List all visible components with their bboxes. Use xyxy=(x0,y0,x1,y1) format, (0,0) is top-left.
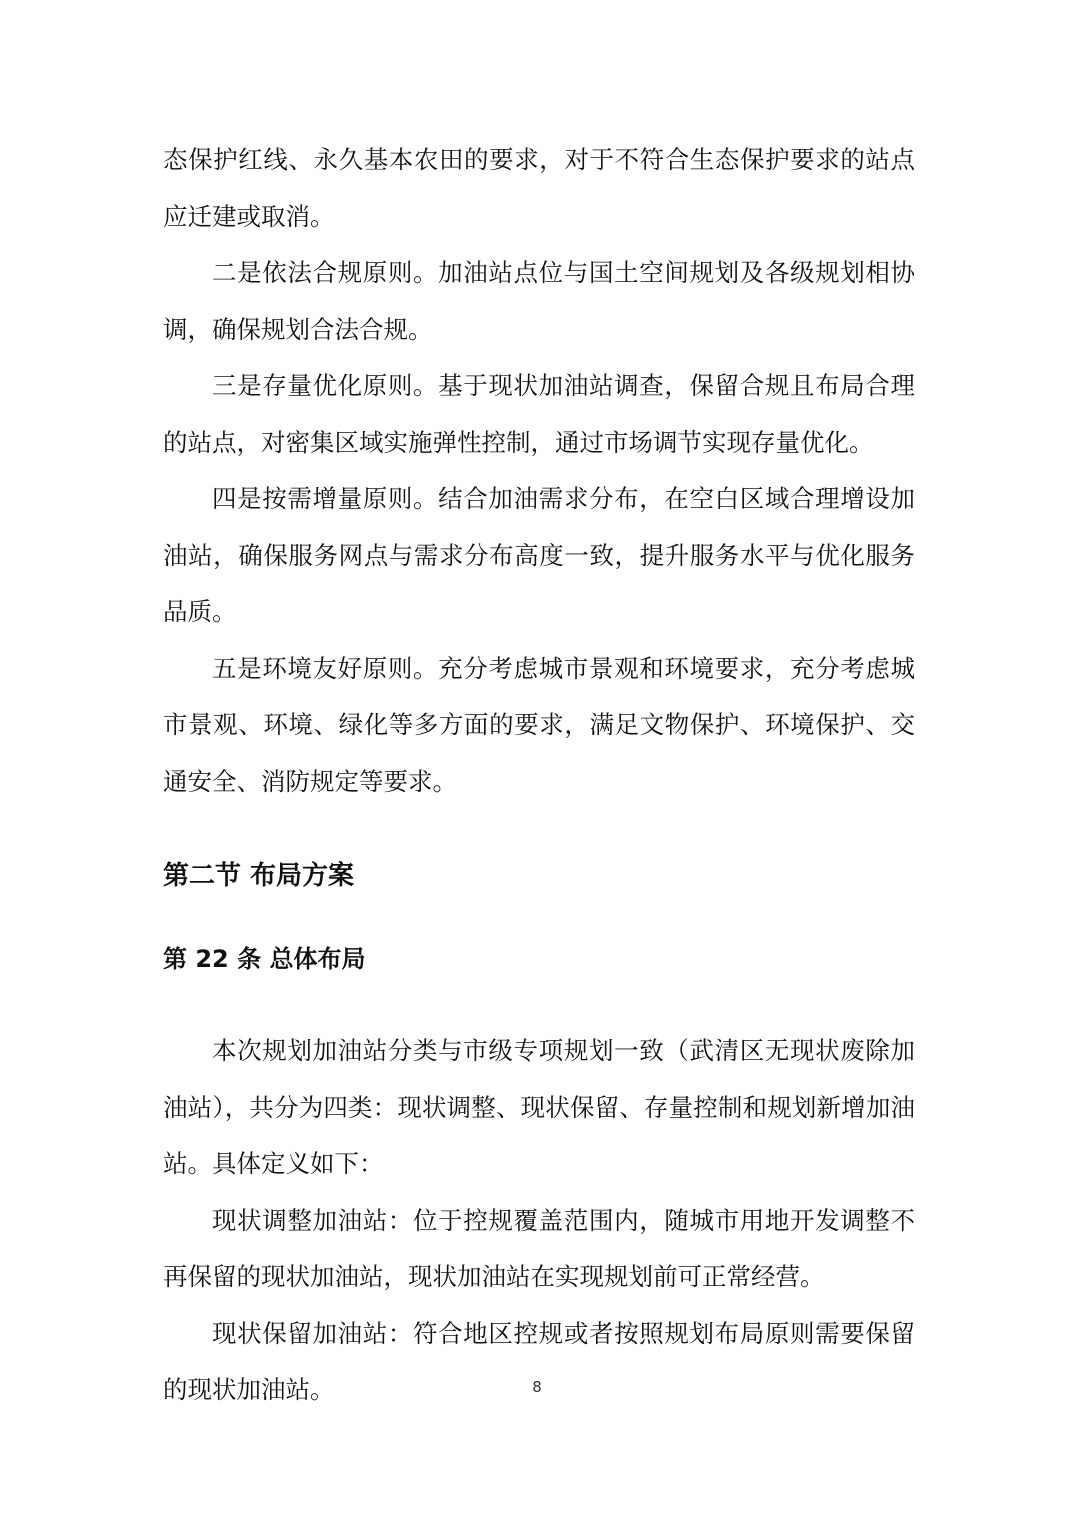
section-heading: 第二节 布局方案 xyxy=(163,861,355,891)
paragraph-classification: 本次规划加油站分类与市级专项规划一致（武清区无现状废除加油站），共分为四类：现状调整、现状保留、存量控制和规划新增加油站。具体定义如下： xyxy=(163,1036,915,1178)
paragraph-principle-demand: 四是按需增量原则。结合加油需求分布，在空白区域合理增设加油站，确保服务网点与需求分布高度一致，提升服务水平与优化服务品质。 xyxy=(163,484,915,626)
spacer xyxy=(163,979,915,1023)
paragraph-ecology-continued: 态保护红线、永久基本农田的要求，对于不符合生态保护要求的站点应迁建或取消。 xyxy=(163,145,915,231)
page-content xyxy=(163,132,915,1419)
paragraph-principle-environment: 五是环境友好原则。充分考虑城市景观和环境要求，充分考虑城市景观、环境、绿化等多方面的要求，满足文物保护、环境保护、交通安全、消防规定等要求。 xyxy=(163,653,915,796)
paragraph-adjust-definition: 现状调整加油站：位于控规覆盖范围内，随城市用地开发调整不再保留的现状加油站，现状加油站在实现规划前可正常经营。 xyxy=(163,1205,915,1291)
paragraph-principle-stock: 三是存量优化原则。基于现状加油站调查，保留合规且布局合理的站点，对密集区域实施弹性控制，通过市场调节实现存量优化。 xyxy=(163,371,915,457)
paragraph-retain-definition: 现状保留加油站：符合地区控规或者按照规划布局原则需要保留的现状加油站。 xyxy=(163,1318,915,1404)
paragraph-principle-legal: 二是依法合规原则。加油站点位与国土空间规划及各级规划相协调，确保规划合法合规。 xyxy=(163,258,915,344)
article-heading: 第 22 条 总体布局 xyxy=(163,945,366,973)
page-number: 8 xyxy=(532,1378,542,1396)
